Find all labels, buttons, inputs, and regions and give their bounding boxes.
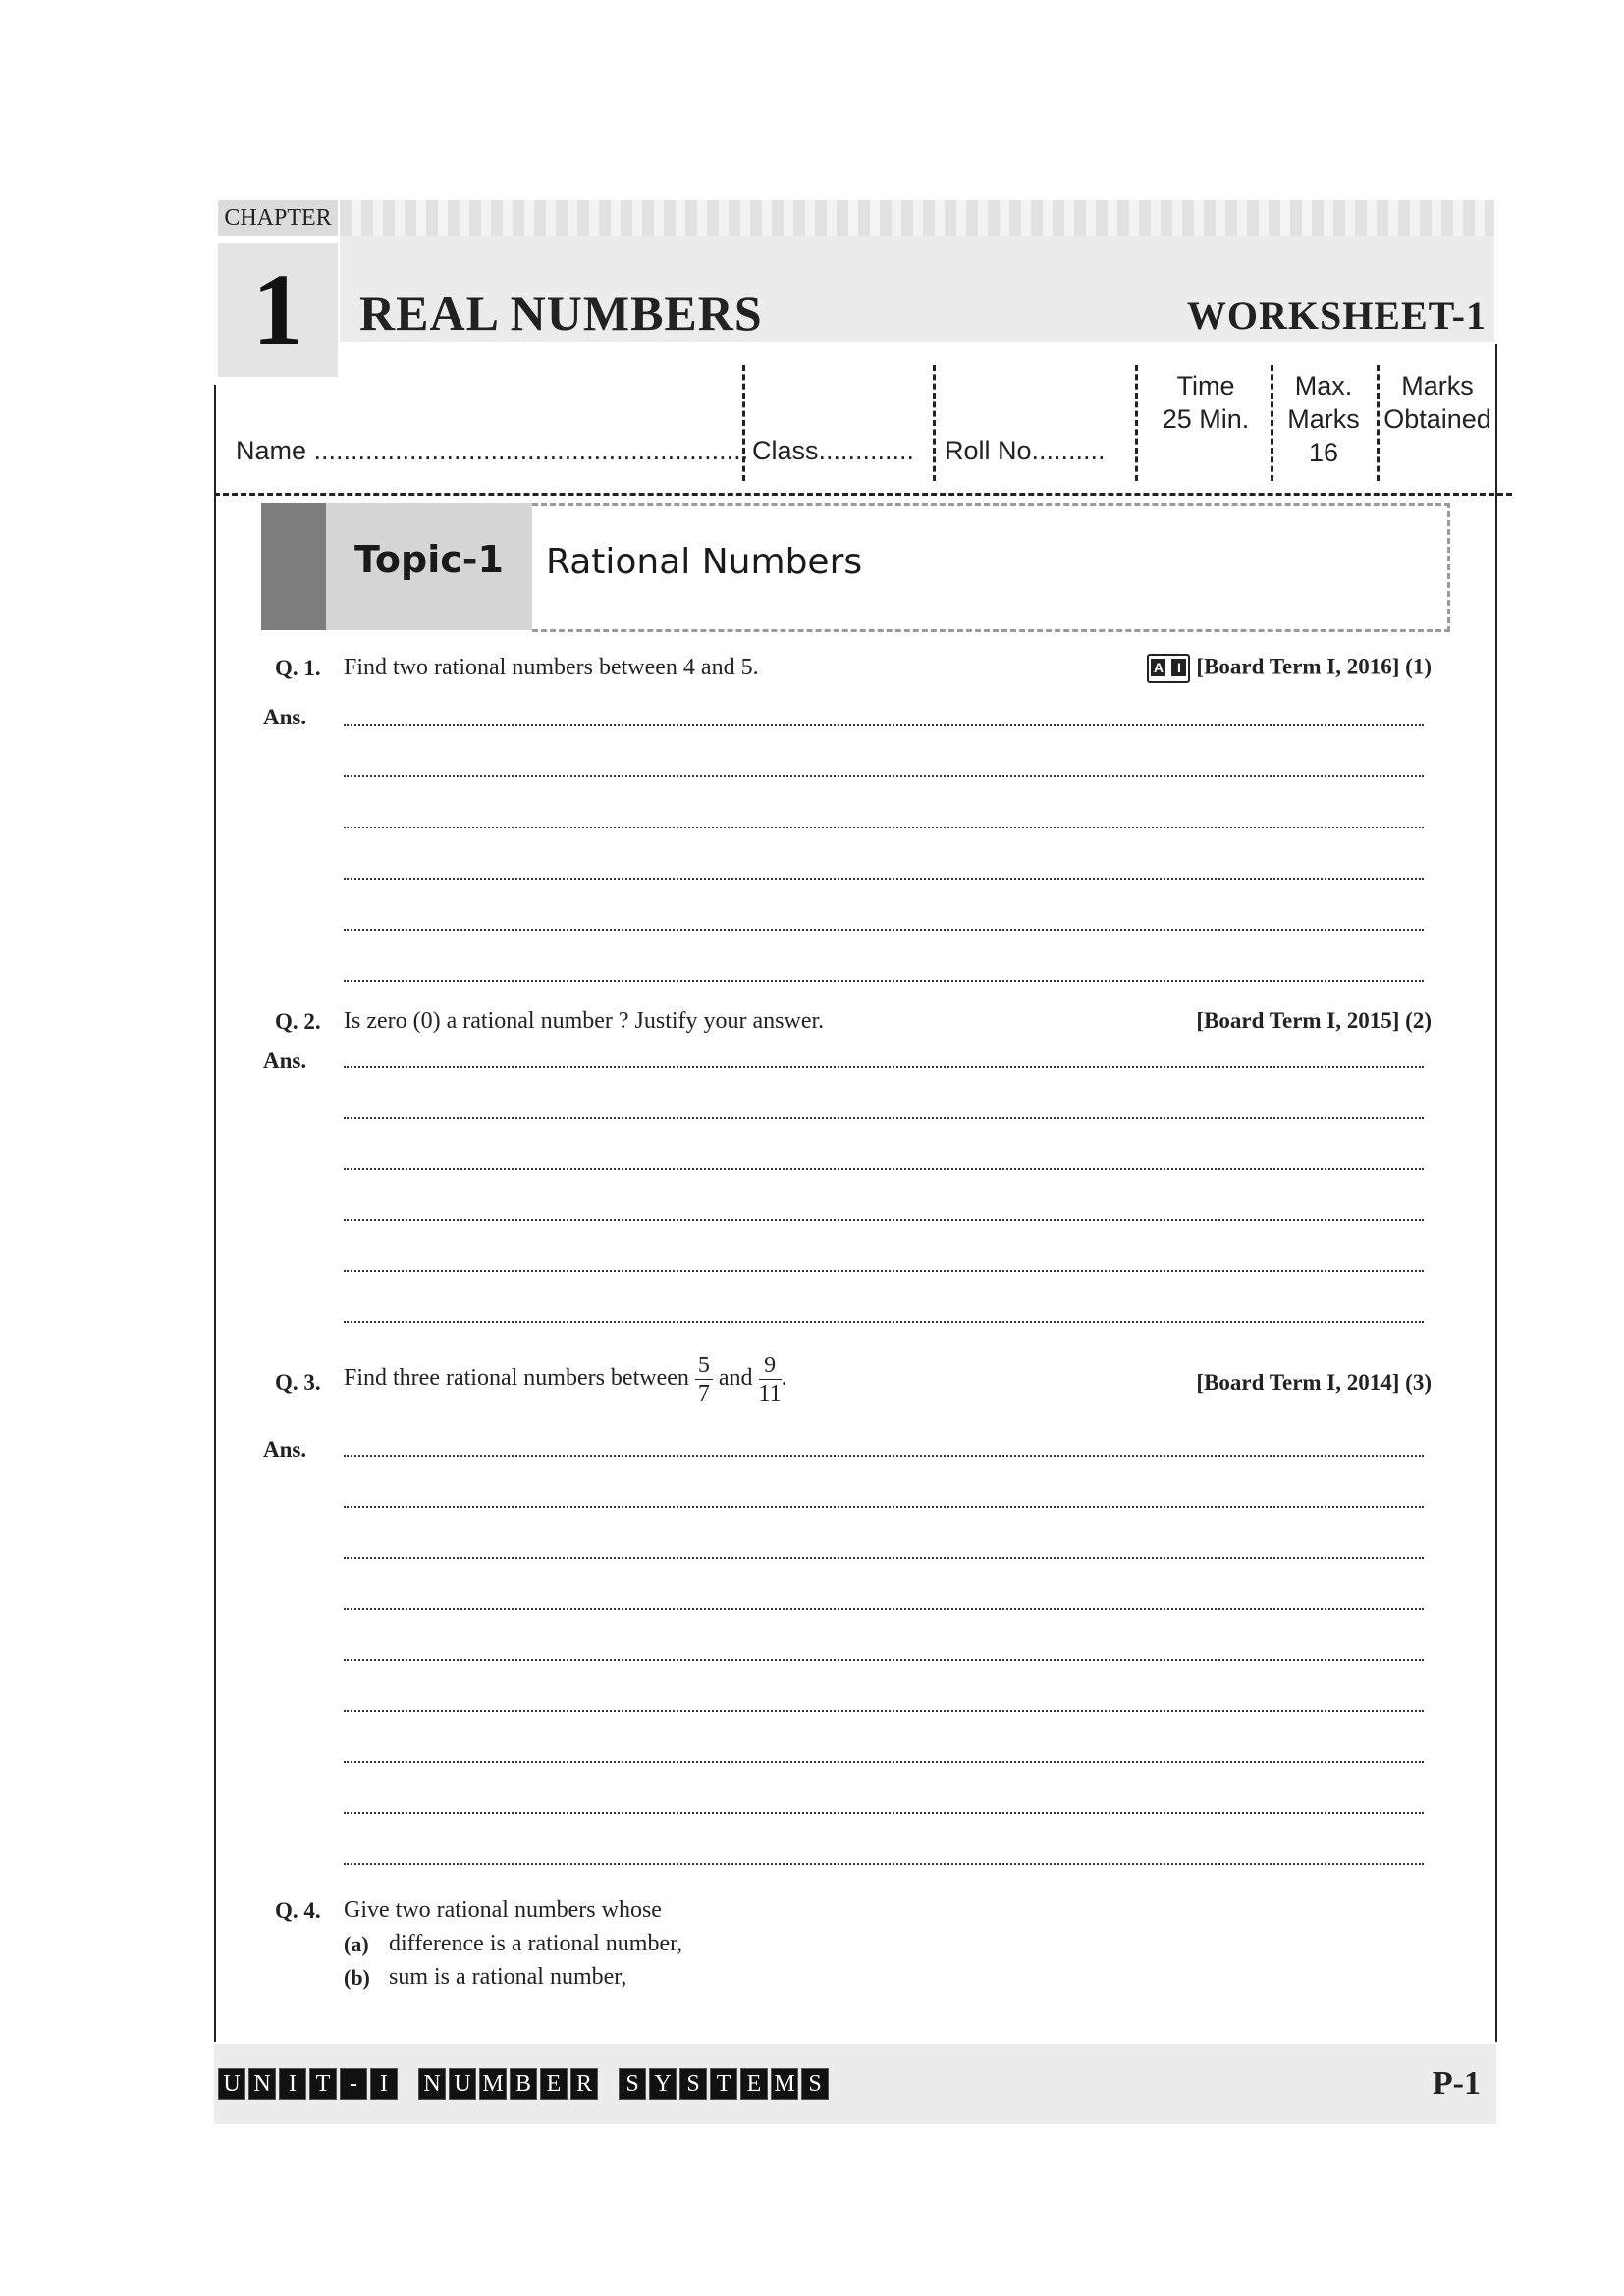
info-row-separator [214, 493, 1512, 496]
chapter-title: REAL NUMBERS [359, 286, 763, 341]
question-number: Q. 4. [275, 1898, 321, 1923]
question-text-part: Find three rational numbers between [344, 1365, 689, 1391]
answer-line[interactable] [344, 1659, 1424, 1661]
max-marks-value: 16 [1308, 438, 1339, 467]
divider [933, 365, 936, 481]
divider [1377, 365, 1380, 481]
question-text-part: and [718, 1365, 753, 1391]
question-reference: [Board Term I, 2015] (2) [1196, 1008, 1432, 1033]
answer-label: Ans. [263, 1437, 307, 1462]
page-left-border [214, 385, 216, 2042]
unit-letter: U [218, 2068, 245, 2100]
max-marks-cell [1274, 369, 1373, 469]
question-text [344, 1349, 787, 1408]
question-text-part: . [781, 1365, 787, 1391]
unit-title [218, 2068, 832, 2100]
fraction-denominator: 7 [697, 1380, 710, 1407]
answer-line[interactable] [344, 1117, 1424, 1119]
marks-obtained-cell [1380, 369, 1494, 436]
answer-line[interactable] [344, 929, 1424, 931]
subpart-label: (a) [344, 1932, 369, 1956]
answer-label: Ans. [263, 1048, 307, 1073]
answer-line[interactable] [344, 1710, 1424, 1712]
answer-line[interactable] [344, 1219, 1424, 1221]
question-reference: [Board Term I, 2014] (3) [1196, 1370, 1432, 1395]
unit-letter: U [449, 2068, 476, 2100]
topic-label: Topic-1 [354, 538, 504, 581]
answer-line[interactable] [344, 1761, 1424, 1763]
subpart-text: difference is a rational number, [389, 1931, 683, 1956]
subpart-text: sum is a rational number, [389, 1964, 627, 1990]
answer-line[interactable] [344, 1608, 1424, 1610]
unit-letter: S [679, 2068, 707, 2100]
unit-letter: S [801, 2068, 829, 2100]
answer-line[interactable] [344, 1066, 1424, 1068]
divider [742, 365, 745, 481]
unit-letter: - [340, 2068, 367, 2100]
answer-line[interactable] [344, 1168, 1424, 1170]
question-text: Find two rational numbers between 4 and 5. [344, 655, 759, 680]
unit-letter: R [570, 2068, 598, 2100]
name-field[interactable]: Name ........................................................... [236, 436, 749, 465]
unit-letter: M [771, 2068, 798, 2100]
answer-line[interactable] [344, 724, 1424, 726]
unit-letter: T [710, 2068, 737, 2100]
unit-letter: T [309, 2068, 337, 2100]
time-cell [1145, 369, 1267, 436]
marks-obtained-label: Obtained [1383, 404, 1491, 434]
question-text: Is zero (0) a rational number ? Justify your answer. [344, 1008, 825, 1034]
question-number: Q. 2. [275, 1009, 321, 1034]
ai-badge-letter: I [1171, 659, 1186, 676]
fraction-numerator: 5 [695, 1352, 713, 1380]
unit-letter: Y [649, 2068, 677, 2100]
unit-letter: N [248, 2068, 276, 2100]
chapter-number: 1 [218, 243, 338, 377]
reference-text: [Board Term I, 2016] (1) [1196, 654, 1432, 679]
page-number: P-1 [1432, 2065, 1481, 2102]
fraction-denominator: 11 [758, 1380, 782, 1407]
answer-line[interactable] [344, 878, 1424, 880]
page-right-border [1495, 344, 1497, 2042]
fraction-numerator: 9 [759, 1352, 782, 1380]
max-marks-label: Marks [1287, 404, 1360, 434]
unit-letter: B [510, 2068, 537, 2100]
unit-letter: N [418, 2068, 446, 2100]
roll-no-field[interactable]: Roll No.......... [945, 436, 1106, 465]
question-number: Q. 1. [275, 656, 321, 680]
unit-letter: M [479, 2068, 507, 2100]
ai-badge-letter: A [1151, 659, 1165, 676]
question-number: Q. 3. [275, 1370, 321, 1395]
class-field[interactable]: Class............. [752, 436, 915, 465]
topic-accent-bar [261, 503, 326, 630]
answer-line[interactable] [344, 827, 1424, 828]
answer-line[interactable] [344, 1863, 1424, 1865]
answer-line[interactable] [344, 1270, 1424, 1272]
question-text: Give two rational numbers whose [344, 1897, 662, 1923]
answer-line[interactable] [344, 1557, 1424, 1559]
unit-letter: I [279, 2068, 306, 2100]
unit-letter: E [540, 2068, 568, 2100]
answer-line[interactable] [344, 1506, 1424, 1508]
answer-line[interactable] [344, 775, 1424, 777]
divider [1271, 365, 1273, 481]
answer-line[interactable] [344, 1455, 1424, 1457]
header-stripe-band [340, 200, 1494, 236]
time-label: Time [1176, 371, 1235, 400]
answer-line[interactable] [344, 1812, 1424, 1814]
divider [1135, 365, 1138, 481]
time-value: 25 Min. [1162, 404, 1250, 434]
question-reference [1147, 654, 1432, 683]
answer-label: Ans. [263, 705, 307, 729]
answer-line[interactable] [344, 980, 1424, 982]
topic-name: Rational Numbers [546, 542, 863, 582]
unit-letter: S [619, 2068, 646, 2100]
chapter-label: CHAPTER [218, 200, 338, 236]
unit-letter: I [370, 2068, 398, 2100]
worksheet-title: WORKSHEET-1 [1186, 294, 1487, 338]
unit-letter: E [740, 2068, 768, 2100]
answer-line[interactable] [344, 1321, 1424, 1323]
ai-badge-icon [1147, 654, 1190, 683]
fraction [695, 1352, 713, 1408]
max-marks-label: Max. [1294, 371, 1353, 400]
marks-obtained-label: Marks [1401, 371, 1474, 400]
subpart-label: (b) [344, 1965, 370, 1990]
fraction [759, 1352, 782, 1408]
